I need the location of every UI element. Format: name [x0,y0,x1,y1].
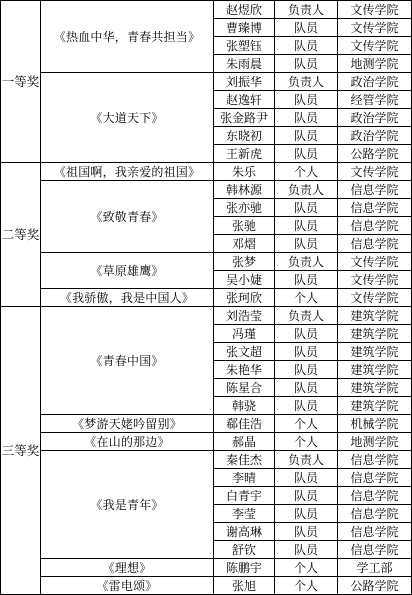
member-college-cell: 建筑学院 [338,361,412,379]
member-role-cell: 个人 [275,577,338,595]
member-role-cell: 队员 [275,37,338,55]
member-college-cell: 建筑学院 [338,343,412,361]
member-role-cell: 队员 [275,469,338,487]
table-row [1,577,412,595]
member-name-cell: 朱乐 [214,163,275,181]
member-college-cell: 信息学院 [338,505,412,523]
member-college-cell: 学工部 [338,559,412,577]
member-name-cell: 陈星合 [214,379,275,397]
member-college-cell: 机械学院 [338,415,412,433]
award-level-cell: 二等奖 [1,163,41,307]
member-name-cell: 刘浩莹 [214,307,275,325]
member-role-cell: 负责人 [275,451,338,469]
work-title-cell: 《草原雄鹰》 [41,253,214,289]
table-row [1,559,412,577]
member-role-cell: 队员 [275,505,338,523]
member-role-cell: 负责人 [275,73,338,91]
member-name-cell: 李莹 [214,505,275,523]
member-role-cell: 队员 [275,199,338,217]
member-role-cell: 队员 [275,487,338,505]
member-role-cell: 队员 [275,19,338,37]
member-name-cell: 王新虎 [214,145,275,163]
member-name-cell: 张亦驰 [214,199,275,217]
table-row [1,415,412,433]
member-name-cell: 朱艳华 [214,361,275,379]
member-college-cell: 信息学院 [338,181,412,199]
table-row [1,1,412,19]
member-name-cell: 韩骁 [214,397,275,415]
work-title-cell: 《在山的那边》 [41,433,214,451]
award-level-cell: 一等奖 [1,1,41,163]
member-name-cell: 吴小婕 [214,271,275,289]
member-role-cell: 队员 [275,523,338,541]
member-role-cell: 负责人 [275,253,338,271]
member-role-cell: 队员 [275,397,338,415]
member-name-cell: 郗佳浩 [214,415,275,433]
member-name-cell: 赵煜欣 [214,1,275,19]
member-college-cell: 建筑学院 [338,307,412,325]
member-role-cell: 队员 [275,361,338,379]
table-row [1,163,412,181]
member-name-cell: 邓熠 [214,235,275,253]
member-name-cell: 秦佳杰 [214,451,275,469]
member-name-cell: 郝晶 [214,433,275,451]
member-role-cell: 队员 [275,235,338,253]
member-college-cell: 文传学院 [338,271,412,289]
member-role-cell: 队员 [275,343,338,361]
member-college-cell: 地测学院 [338,433,412,451]
member-role-cell: 队员 [275,109,338,127]
table-row [1,73,412,91]
member-name-cell: 舒钦 [214,541,275,559]
work-title-cell: 《理想》 [41,559,214,577]
work-title-cell: 《青春中国》 [41,307,214,415]
member-college-cell: 文传学院 [338,37,412,55]
member-name-cell: 张塑钰 [214,37,275,55]
member-college-cell: 建筑学院 [338,397,412,415]
member-name-cell: 朱雨晨 [214,55,275,73]
member-name-cell: 张金路尹 [214,109,275,127]
member-name-cell: 张珂欣 [214,289,275,307]
member-college-cell: 政治学院 [338,73,412,91]
award-level-cell: 三等奖 [1,307,41,595]
member-name-cell: 赵逸轩 [214,91,275,109]
member-college-cell: 文传学院 [338,1,412,19]
member-college-cell: 信息学院 [338,469,412,487]
member-role-cell: 队员 [275,379,338,397]
member-college-cell: 建筑学院 [338,325,412,343]
work-title-cell: 《雷电颂》 [41,577,214,595]
work-title-cell: 《我是青年》 [41,451,214,559]
member-college-cell: 经管学院 [338,91,412,109]
member-name-cell: 刘振华 [214,73,275,91]
member-role-cell: 负责人 [275,181,338,199]
member-role-cell: 个人 [275,289,338,307]
member-college-cell: 信息学院 [338,199,412,217]
member-name-cell: 李晴 [214,469,275,487]
member-college-cell: 信息学院 [338,523,412,541]
member-role-cell: 个人 [275,415,338,433]
member-college-cell: 政治学院 [338,109,412,127]
member-role-cell: 队员 [275,271,338,289]
work-title-cell: 《梦游天姥吟留别》 [41,415,214,433]
work-title-cell: 《热血中华，青春共担当》 [41,1,214,73]
member-name-cell: 张旭 [214,577,275,595]
member-name-cell: 冯瑾 [214,325,275,343]
member-college-cell: 公路学院 [338,145,412,163]
member-name-cell: 谢高琳 [214,523,275,541]
member-college-cell: 建筑学院 [338,379,412,397]
table-row [1,451,412,469]
member-role-cell: 队员 [275,91,338,109]
member-college-cell: 政治学院 [338,127,412,145]
member-role-cell: 个人 [275,433,338,451]
member-college-cell: 信息学院 [338,235,412,253]
table-row [1,181,412,199]
member-name-cell: 东晓初 [214,127,275,145]
table-row [1,289,412,307]
member-role-cell: 队员 [275,127,338,145]
member-role-cell: 负责人 [275,307,338,325]
member-college-cell: 地测学院 [338,55,412,73]
member-role-cell: 负责人 [275,1,338,19]
member-college-cell: 公路学院 [338,577,412,595]
member-college-cell: 文传学院 [338,19,412,37]
member-role-cell: 队员 [275,145,338,163]
member-college-cell: 信息学院 [338,217,412,235]
member-college-cell: 信息学院 [338,487,412,505]
member-role-cell: 队员 [275,325,338,343]
awards-table-body [1,1,412,595]
member-role-cell: 个人 [275,559,338,577]
member-name-cell: 韩林源 [214,181,275,199]
work-title-cell: 《致敬青春》 [41,181,214,253]
member-name-cell: 张驰 [214,217,275,235]
work-title-cell: 《祖国啊，我亲爱的祖国》 [41,163,214,181]
member-college-cell: 信息学院 [338,451,412,469]
member-name-cell: 张梦 [214,253,275,271]
table-row [1,253,412,271]
member-role-cell: 队员 [275,55,338,73]
member-college-cell: 信息学院 [338,541,412,559]
member-name-cell: 白青宇 [214,487,275,505]
table-row [1,433,412,451]
work-title-cell: 《我骄傲，我是中国人》 [41,289,214,307]
table-row [1,307,412,325]
member-name-cell: 陈鹏宇 [214,559,275,577]
member-role-cell: 队员 [275,217,338,235]
member-college-cell: 文传学院 [338,289,412,307]
work-title-cell: 《大道天下》 [41,73,214,163]
member-college-cell: 文传学院 [338,253,412,271]
member-name-cell: 张文超 [214,343,275,361]
member-role-cell: 队员 [275,541,338,559]
member-role-cell: 个人 [275,163,338,181]
member-name-cell: 曹臻博 [214,19,275,37]
member-college-cell: 文传学院 [338,163,412,181]
